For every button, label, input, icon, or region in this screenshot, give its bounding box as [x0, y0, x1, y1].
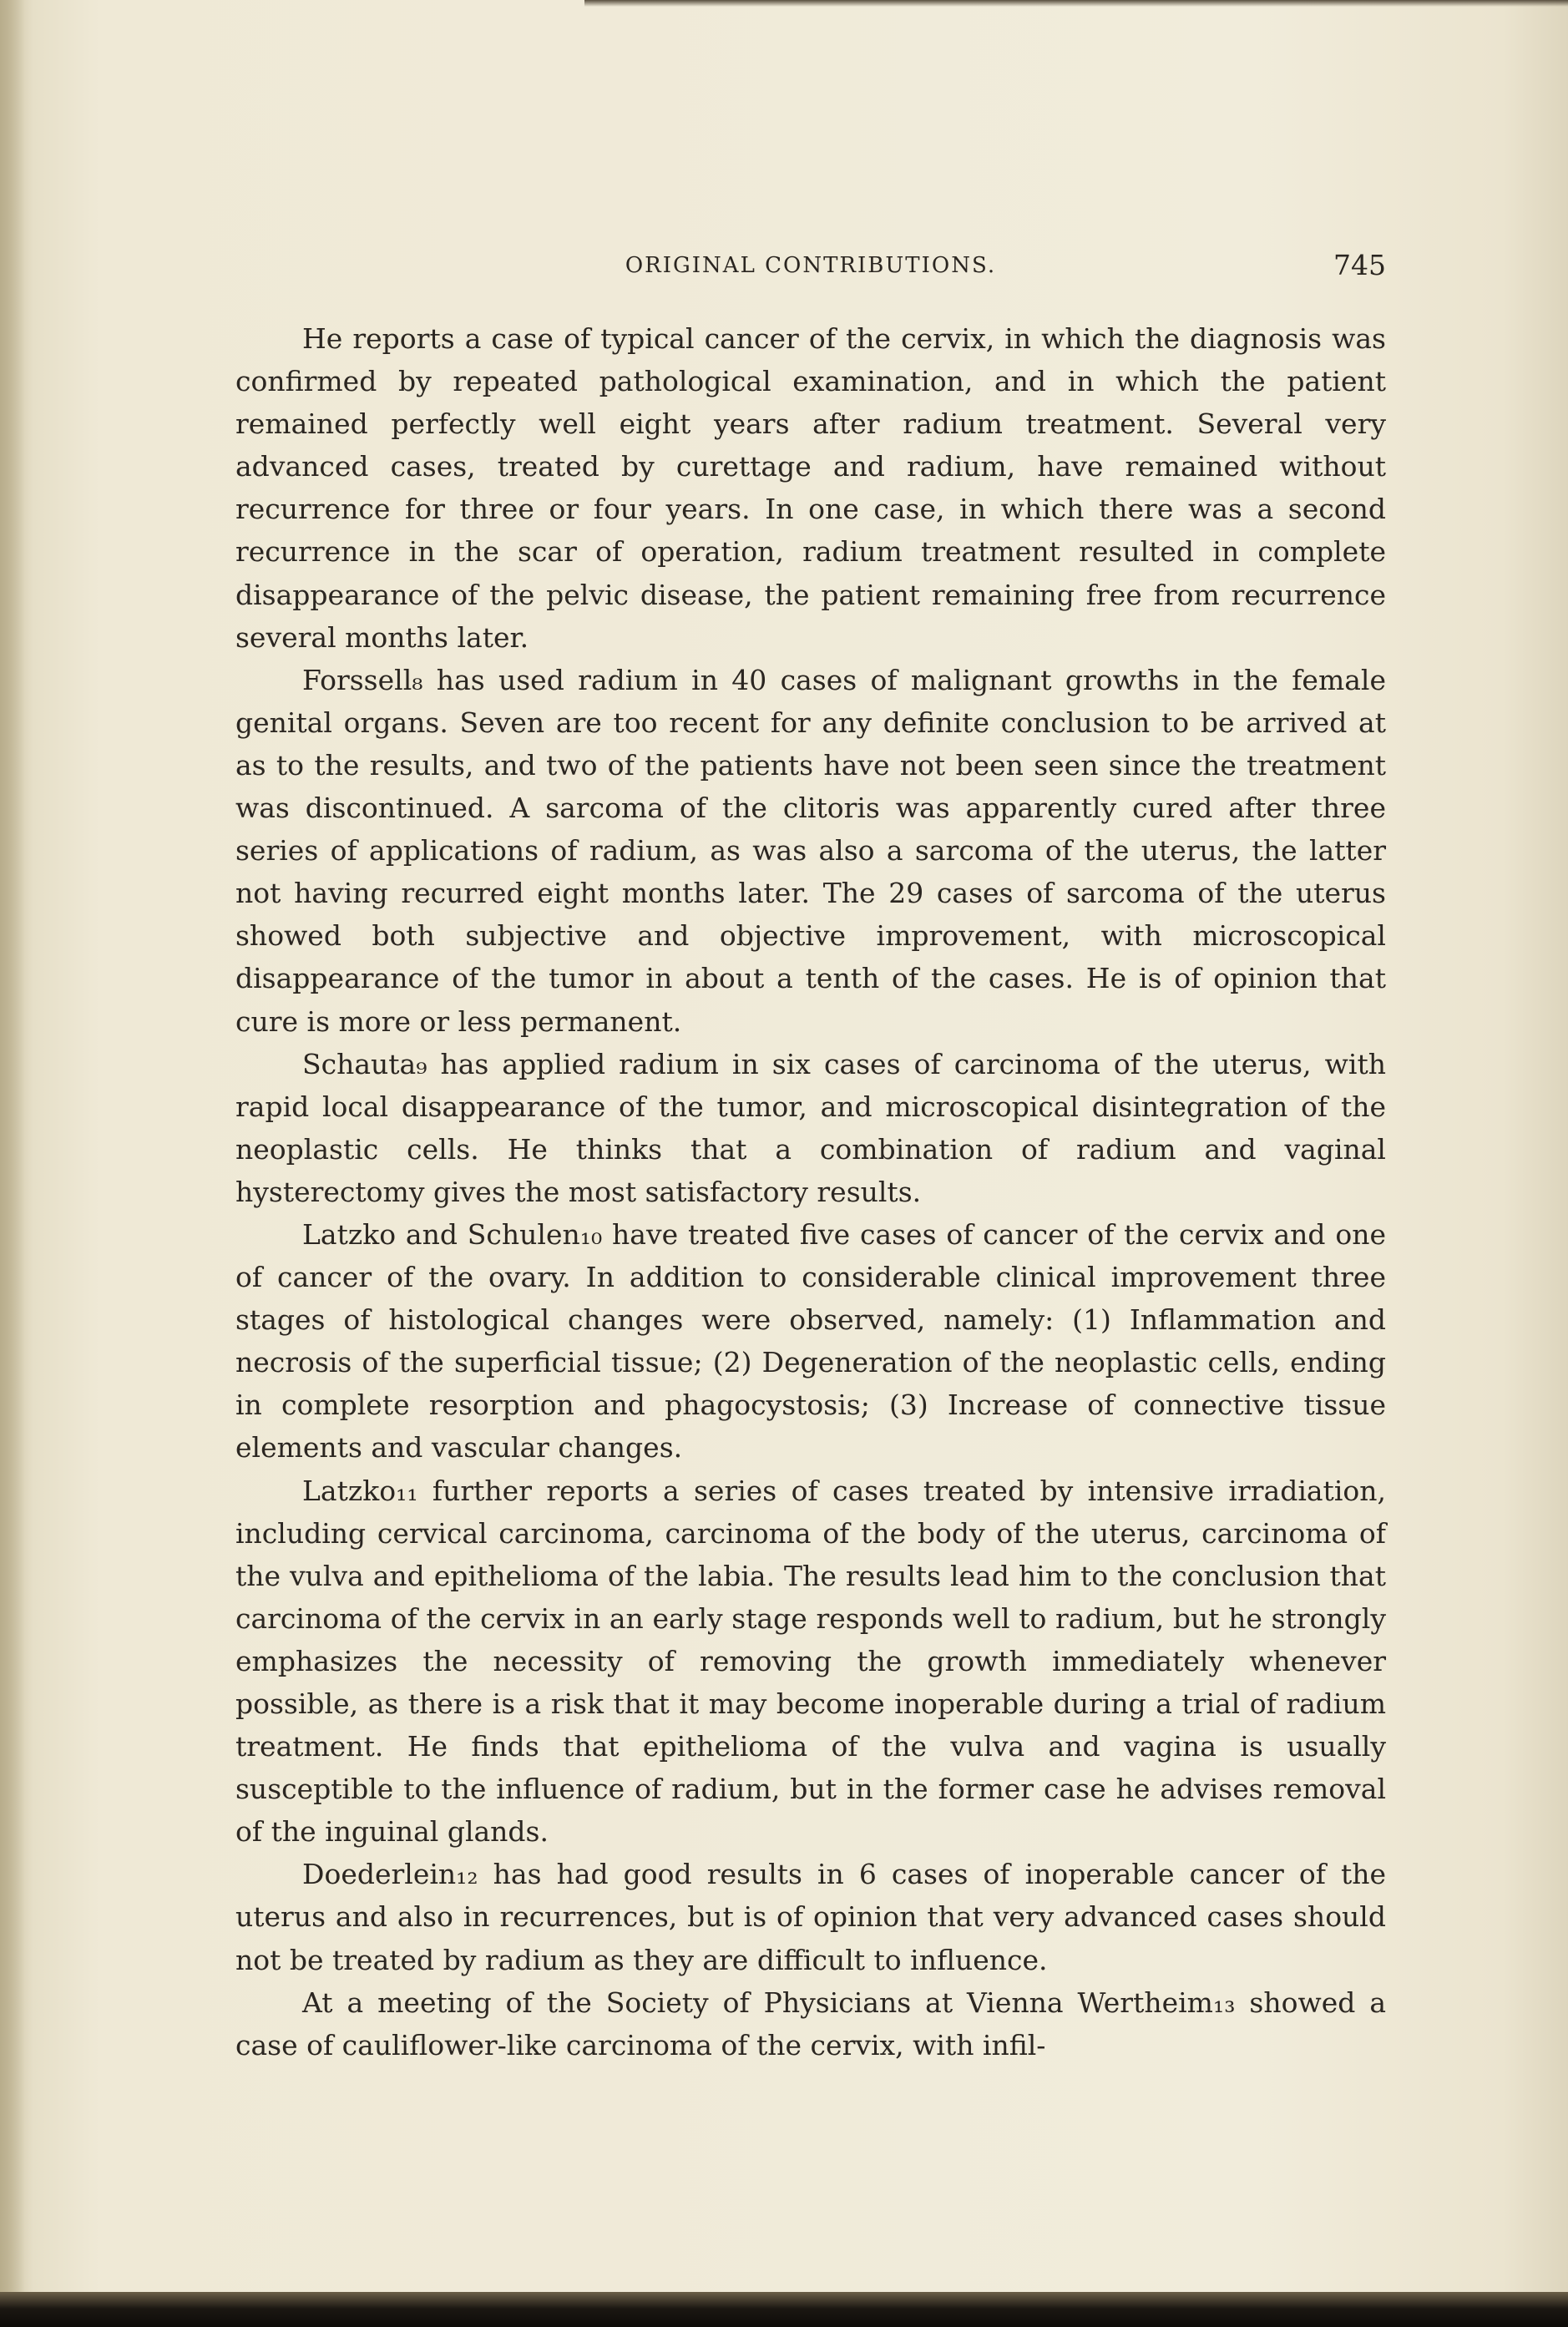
spine-shadow [0, 0, 25, 2327]
bottom-page-edge [0, 2292, 1568, 2327]
paragraph-latzko: Latzko₁₁ further reports a series of cases treated by intensive irradiation, including cervical carcinoma, carcinoma of the body of the uterus, carcinoma of the vulva and epithelioma of the labia. The results lead him to the conclusion that carcinoma of the cervix in an early stage responds well to radium, but he strongly emphasizes the necessity of removing the growth immediately whenever possible, as there is a risk that it may become inoperable during a trial of radium treatment. He finds that epithelioma of the vulva and vagina is usually susceptible to the influence of radium, but in the former case he advises removal of the inguinal glands. [235, 1474, 1386, 1849]
running-head: ORIGINAL CONTRIBUTIONS. [625, 253, 997, 278]
paragraph-forssell: Forssell₈ has used radium in 40 cases of malignant growths in the female genital organs. Seven are too recent for any definite conclusion to be arrived at as to the results, and two of the patients have not been seen since the treatment was discontinued. A sarcoma of the clitoris was apparently cured after three series of applications of radium, as was also a sarcoma of the uterus, the latter not having recurred eight months later. The 29 cases of sarcoma of the uterus showed both subjective and objective improvement, with microscopical disappearance of the tumor in about a tenth of the cases. He is of opinion that cure is more or less permanent. [235, 663, 1386, 1038]
page-header [235, 249, 1386, 282]
paragraph-radium-case-report: He reports a case of typical cancer of the cervix, in which the diagnosis was confirmed by repeated pathological examination, and in which the patient remained perfectly well eight years after radium treatment. Several very advanced cases, treated by curettage and radium, have remained without recurrence for three or four years. In one case, in which there was a second recurrence in the scar of operation, radium treatment resulted in complete disappearance of the pelvic disease, the patient remaining free from recurrence several months later. [235, 322, 1386, 654]
paragraph-doederlein: Doederlein₁₂ has had good results in 6 cases of inoperable cancer of the uterus and also in recurrences, but is of opinion that very advanced cases should not be treated by radium as they are difficult to influence. [235, 1858, 1386, 1976]
top-edge-shadow [584, 0, 1568, 7]
paragraph-wertheim: At a meeting of the Society of Physicians at Vienna Wertheim₁₃ showed a case of cauliflower-like carcinoma of the cervix, with infil- [235, 1986, 1386, 2061]
body-text [235, 317, 1386, 2066]
paragraph-latzko-schulen: Latzko and Schulen₁₀ have treated five cases of cancer of the cervix and one of cancer of the ovary. In addition to considerable clinical improvement three stages of histological changes were observed, namely: (1) Inflammation and necrosis of the superficial tissue; (2) Degeneration of the neoplastic cells, ending in complete resorption and phagocystosis; (3) Increase of connective tissue elements and vascular changes. [235, 1217, 1386, 1464]
page-number: 745 [1333, 249, 1386, 281]
paragraph-schauta: Schauta₉ has applied radium in six cases of carcinoma of the uterus, with rapid local disappearance of the tumor, and microscopical disintegration of the neoplastic cells. He thinks that a combination of radium and vaginal hysterectomy gives the most satisfactory results. [235, 1047, 1386, 1208]
